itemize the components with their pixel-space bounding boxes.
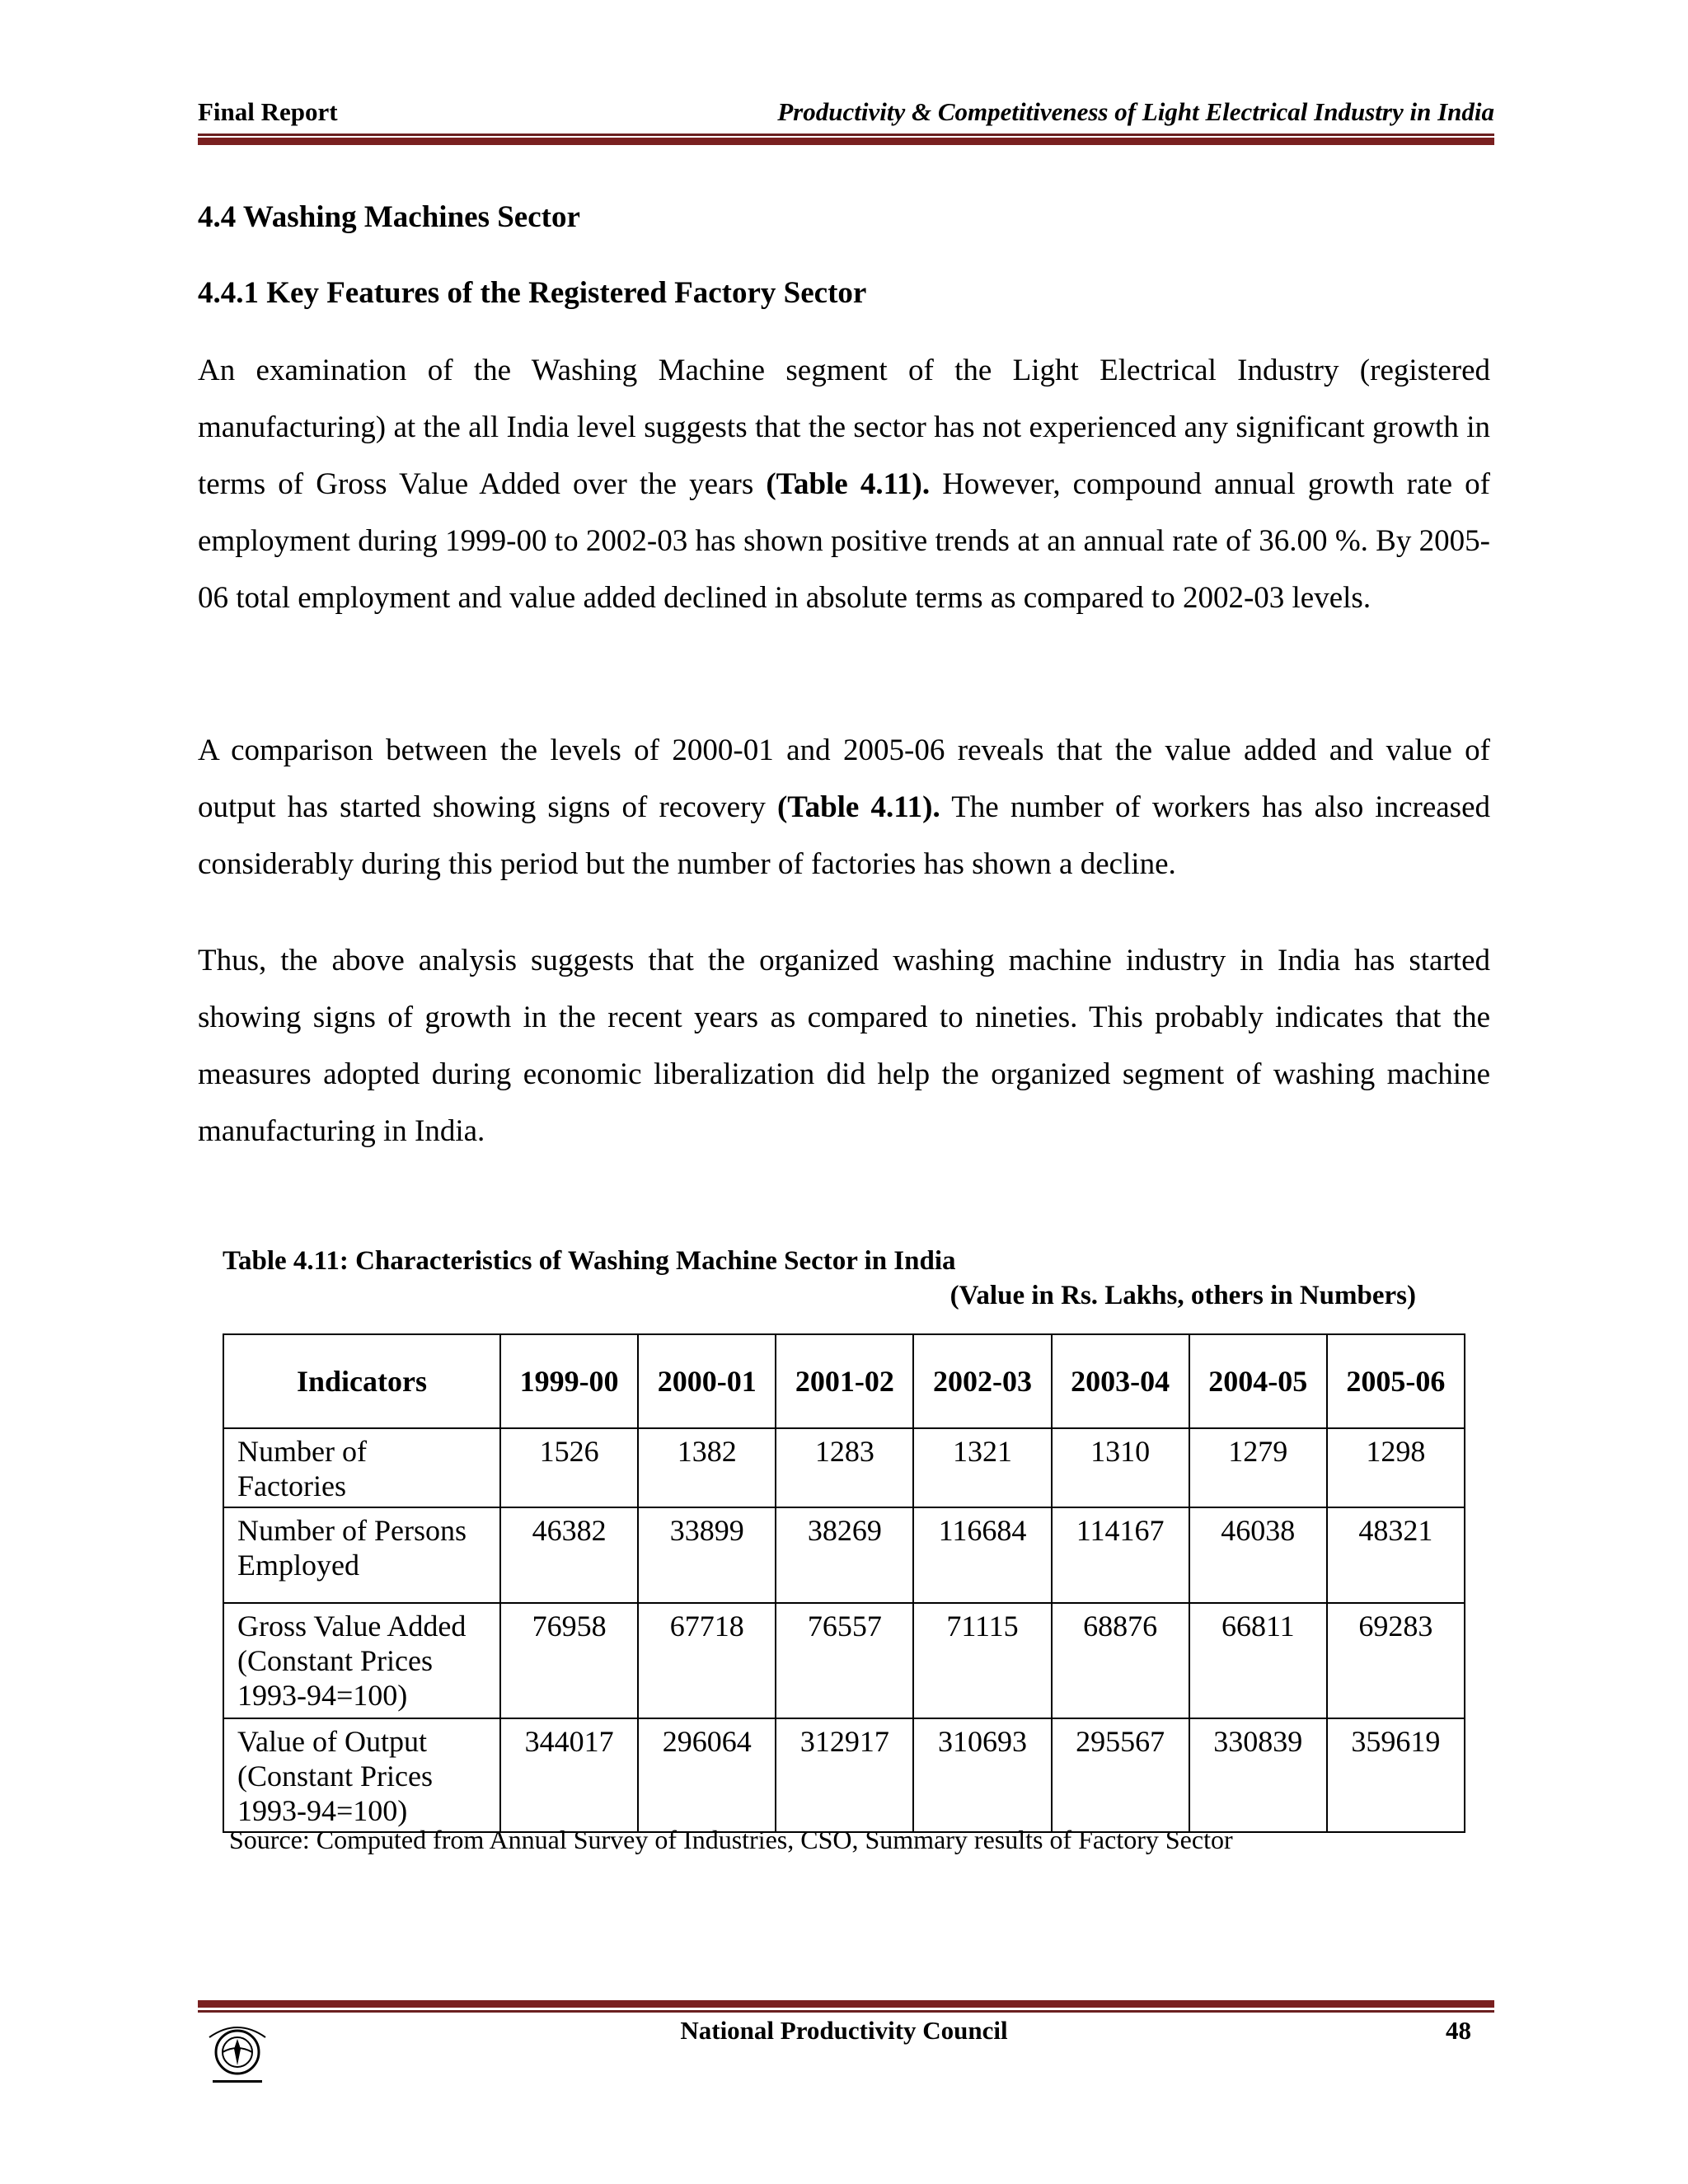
header-report-label: Final Report (198, 97, 338, 126)
paragraph-3: Thus, the above analysis suggests that the organized washing machine industry in India has started showing signs of growth in the recent years as compared to nineties. This probably indicates that the measures adopted during economic liberalization did help the organized segment of washing machine manufacturing in India. (198, 944, 1490, 1148)
table-cell: 33899 (638, 1507, 776, 1603)
table-header-row (223, 1334, 1465, 1428)
table-cell: 1283 (776, 1428, 913, 1507)
paragraph-2-text-a: A comparison between the levels of 2000-01 and 2005-06 reveals that the value added and value of output has started showing signs of recovery (198, 733, 1490, 824)
table-cell: 67718 (638, 1603, 776, 1718)
footer-organization: National Productivity Council (680, 2016, 1008, 2045)
row-label: Gross Value Added (Constant Prices 1993-94=100) (223, 1603, 500, 1718)
table-cell: 330839 (1189, 1718, 1327, 1832)
header-report-title: Productivity & Competitiveness of Light Electrical Industry in India (777, 97, 1494, 126)
table-cell: 46038 (1189, 1507, 1327, 1603)
table-cell: 48321 (1327, 1507, 1465, 1603)
row-label: Value of Output (Constant Prices 1993-94=100) (223, 1718, 500, 1832)
row-label: Number of Persons Employed (223, 1507, 500, 1603)
table-reference: (Table 4.11). (776, 790, 940, 824)
paragraph-2 (198, 722, 1490, 893)
row-label: Number of Factories (223, 1428, 500, 1507)
paragraph-1 (198, 342, 1490, 626)
table-row (223, 1603, 1465, 1718)
footer-rule-thick (198, 2000, 1494, 2008)
column-header: 2005-06 (1327, 1334, 1465, 1428)
paragraph-1-text-b: However, compound annual growth rate of employment during 1999-00 to 2002-03 has shown positive trends at an annual rate of 36.00 %. By 2005-06 total employment and value added declined in absolute terms as compared to 2002-03 levels. (198, 467, 1490, 615)
column-header: 2003-04 (1052, 1334, 1189, 1428)
header-rule-thin (198, 134, 1494, 136)
table-cell: 312917 (776, 1718, 913, 1832)
table-cell: 1310 (1052, 1428, 1189, 1507)
table-cell: 1321 (913, 1428, 1051, 1507)
paragraph-2-text-b: The number of workers has also increased considerably during this period but the number of factories has shown a decline. (198, 790, 1490, 881)
table-cell: 1526 (500, 1428, 638, 1507)
table-title: Table 4.11: Characteristics of Washing Machine Sector in India (223, 1246, 956, 1276)
table-row (223, 1718, 1465, 1832)
table-cell: 71115 (913, 1603, 1051, 1718)
column-header: 2000-01 (638, 1334, 776, 1428)
column-header: 2002-03 (913, 1334, 1051, 1428)
paragraph-1-text-a: An examination of the Washing Machine segment of the Light Electrical Industry (registered manufacturing) at the all India level suggests that the sector has not experienced any significant growth in terms of Gross Value Added over the years (198, 354, 1490, 501)
table-row (223, 1507, 1465, 1603)
column-header: 2004-05 (1189, 1334, 1327, 1428)
footer-rule-thin (198, 2010, 1494, 2013)
header-rule-thick (198, 138, 1494, 145)
table-cell: 359619 (1327, 1718, 1465, 1832)
table-cell: 46382 (500, 1507, 638, 1603)
table-cell: 296064 (638, 1718, 776, 1832)
page-number: 48 (1446, 2016, 1471, 2045)
section-heading: 4.4 Washing Machines Sector (198, 200, 580, 234)
table-reference: (Table 4.11). (766, 467, 931, 501)
page-header (198, 97, 1494, 135)
table-cell: 310693 (913, 1718, 1051, 1832)
table-cell: 1279 (1189, 1428, 1327, 1507)
column-header: 2001-02 (776, 1334, 913, 1428)
table-source-note: Source: Computed from Annual Survey of Industries, CSO, Summary results of Factory Sector (229, 1825, 1233, 1854)
table-cell: 344017 (500, 1718, 638, 1832)
table-cell: 76958 (500, 1603, 638, 1718)
table-cell: 1298 (1327, 1428, 1465, 1507)
table-cell: 116684 (913, 1507, 1051, 1603)
table-unit-note: (Value in Rs. Lakhs, others in Numbers) (950, 1281, 1416, 1310)
table-cell: 76557 (776, 1603, 913, 1718)
characteristics-table (223, 1333, 1465, 1833)
table-row (223, 1428, 1465, 1507)
table-cell: 1382 (638, 1428, 776, 1507)
table-cell: 114167 (1052, 1507, 1189, 1603)
subsection-heading: 4.4.1 Key Features of the Registered Factory Sector (198, 276, 867, 310)
table-cell: 295567 (1052, 1718, 1189, 1832)
table-cell: 69283 (1327, 1603, 1465, 1718)
column-header: Indicators (223, 1334, 500, 1428)
column-header: 1999-00 (500, 1334, 638, 1428)
table-cell: 66811 (1189, 1603, 1327, 1718)
table-cell: 68876 (1052, 1603, 1189, 1718)
table-cell: 38269 (776, 1507, 913, 1603)
